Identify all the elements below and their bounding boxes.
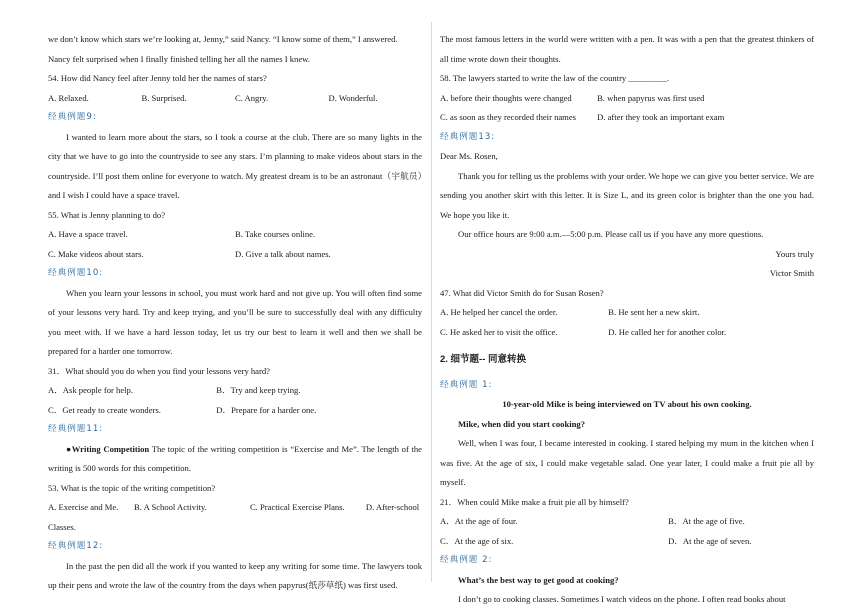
question-47: 47. What did Victor Smith do for Susan Rosen? — [440, 287, 604, 298]
letter-closing: Yours truly — [775, 248, 814, 259]
column-divider — [431, 22, 432, 582]
letter-greeting: Dear Ms. Rosen, — [440, 151, 498, 161]
option: D. After-school — [365, 502, 420, 512]
interview-question-2: What’s the best way to get good at cooking? — [458, 574, 619, 585]
question-54: 54. How did Nancy feel after Jenny told her the names of stars? — [48, 73, 267, 83]
example-tag-11: 经典例题11: — [48, 424, 104, 434]
option: C. Angry. — [235, 92, 269, 103]
question-55: 55. What is Jenny planning to do? — [48, 209, 166, 220]
option: C. as soon as they recorded their names — [440, 112, 577, 122]
option-continuation: Classes. — [48, 521, 76, 532]
option: A．At the age of four. — [440, 516, 518, 526]
option: C．Get ready to create wonders. — [48, 404, 161, 415]
example-tag-12: 经典例题12: — [48, 541, 104, 551]
interview-answer-2: I don’t go to cooking classes. Sometimes I watch videos on the phone. I often read books about — [458, 594, 786, 604]
interview-title: 10-year-old Mike is being interviewed on TV about his own cooking. — [502, 399, 752, 409]
options-55-cd — [48, 245, 422, 265]
option: B．At the age of five. — [668, 516, 745, 526]
option: D. Give a talk about names. — [235, 248, 331, 259]
options-21-ab — [440, 512, 814, 532]
option: D．At the age of seven. — [668, 535, 752, 546]
passage-11 — [48, 440, 422, 479]
text-line: Nancy felt surprised when I finally finished telling her all the names I knew. — [48, 53, 310, 64]
interview-answer-1: Well, when I was four, I became interested in cooking. I stared helping my mum in the kitchen when I was five. At the age of six, I could make vegetable salad. One year later, I could make a fruit pie all by myself. — [440, 438, 814, 487]
passage-9: I wanted to learn more about the stars, so I took a course at the club. There are so many lights in the city that we have to go into the countryside to see any stars. I’m planning to make videos about stars in the countryside. I’ll post them online for everyone to watch. My greatest dream is to be an astronaut（宇航员）and I wish I could have a space travel. — [48, 131, 422, 200]
question-31: 31．What should you do when you find your lessons very hard? — [48, 365, 270, 376]
options-47-ab — [440, 303, 814, 323]
options-53 — [48, 498, 422, 518]
options-31-cd — [48, 401, 422, 421]
passage-12: In the past the pen did all the work if you wanted to keep any writing for some time. The lawyers took up their pens and wrote the law of the country from the days when papyrus(纸莎草纸) was first used. — [48, 560, 422, 590]
option: B．Try and keep trying. — [216, 385, 301, 395]
options-58-cd — [440, 108, 814, 128]
option: C．At the age of six. — [440, 535, 514, 546]
option: D. after they took an important exam — [597, 112, 725, 122]
option: A．Ask people for help. — [48, 385, 133, 395]
options-54 — [48, 89, 422, 109]
options-31-ab — [48, 381, 422, 401]
example-tag-13: 经典例题13: — [440, 131, 496, 142]
section-heading: 2. 细节题-- 同意转换 — [440, 354, 527, 365]
option: A. before their thoughts were changed — [440, 92, 572, 103]
letter-body-1: Thank you for telling us the problems with your order. We hope we can give you better service. We are sending you another skirt with this letter. It is Size L, and its green color is brighter than the one you had. We hope you like it. — [440, 170, 814, 220]
passage-10: When you learn your lessons in school, you must work hard and not give up. You will often find some of your lessons very hard. Try and keep trying, and you’ll be sure to successfully deal with any difficulty you meet with. If we have a hard lesson today, let us try our best to learn it well and then we shall be prepared for a harder one tomorrow. — [48, 287, 422, 356]
option: B. Surprised. — [141, 92, 187, 103]
interview-question-1: Mike, when did you start cooking? — [458, 418, 586, 429]
option: D．Prepare for a harder one. — [216, 404, 317, 415]
option: B. A School Activity. — [134, 502, 207, 512]
option: A. Have a space travel. — [48, 229, 128, 239]
letter-signature: Victor Smith — [769, 268, 814, 278]
options-21-cd — [440, 532, 814, 552]
question-58: 58. The lawyers started to write the law of the country _________. — [440, 73, 670, 83]
question-53: 53. What is the topic of the writing competition? — [48, 482, 216, 493]
competition-text: The topic of the writing competition is “Exercise and Me”. The length of the writing is 500 words for this competition. — [48, 443, 422, 473]
option: A. He helped her cancel the order. — [440, 307, 558, 317]
option: B. Take courses online. — [235, 229, 316, 239]
example-tag-2: 经典例题 2: — [440, 555, 493, 565]
example-tag-1: 经典例题 1: — [440, 379, 493, 390]
option: B. when papyrus was first used — [597, 92, 705, 103]
left-column — [48, 30, 422, 596]
options-58-ab — [440, 89, 814, 109]
option: A. Exercise and Me. — [48, 502, 119, 512]
option: C. Practical Exercise Plans. — [249, 502, 345, 512]
example-tag-9: 经典例题9: — [48, 112, 97, 122]
option: D. Wonderful. — [328, 92, 378, 103]
option: A. Relaxed. — [48, 92, 89, 103]
options-55-ab — [48, 225, 422, 245]
option: D. He called her for another color. — [608, 326, 727, 337]
option: B. He sent her a new skirt. — [608, 307, 700, 317]
option: C. Make videos about stars. — [48, 248, 144, 259]
right-column — [440, 30, 814, 610]
option: C. He asked her to visit the office. — [440, 326, 558, 337]
example-tag-10: 经典例题10: — [48, 268, 104, 278]
options-47-cd — [440, 323, 814, 343]
text-line: we don’t know which stars we’re looking at, Jenny,” said Nancy. “I know some of them,” I answered. — [48, 34, 398, 44]
passage-12-cont: The most famous letters in the world were written with a pen. It was with a pen that the greatest thinkers of all time wrote down their thoughts. — [440, 34, 814, 64]
question-21: 21．When could Mike make a fruit pie all by himself? — [440, 496, 629, 507]
letter-body-2: Our office hours are 9:00 a.m.—5:00 p.m. Please call us if you have any more questions. — [458, 229, 764, 239]
competition-title: ●Writing Competition — [66, 443, 150, 454]
